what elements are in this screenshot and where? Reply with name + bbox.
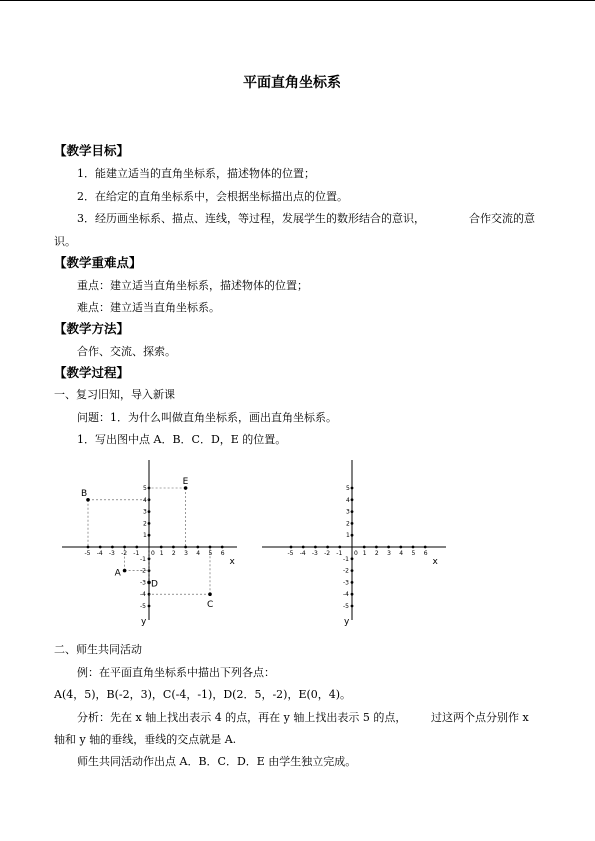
goal-item-3-end: 识。 [54,235,76,248]
y-tick-label: 4 [143,496,147,504]
plot-point [208,592,212,596]
y-tick-dot [351,510,354,513]
x-tick-label: -3 [108,550,115,557]
y-tick-label: -5 [343,603,349,610]
origin-label: 0 [354,550,358,557]
x-tick-label: 4 [196,550,201,557]
x-tick-label: -1 [133,550,140,557]
x-tick-dot [172,546,175,549]
y-tick-dot [351,487,354,490]
x-axis-label: x [432,557,438,567]
y-tick-label: 1 [346,532,350,540]
analysis-text-end: 轴和 y 轴的垂线，垂线的交点就是 A. [54,733,237,746]
x-tick-dot [196,546,199,549]
y-tick-dot [351,593,354,596]
y-tick-dot [351,522,354,525]
x-tick-dot [326,546,329,549]
x-tick-dot [99,546,102,549]
x-tick-label: 6 [220,550,225,557]
x-tick-dot [290,546,293,549]
x-tick-dot [363,546,366,549]
x-axis-label: x [229,557,235,567]
x-tick-dot [424,546,427,549]
coordinate-plane-right [262,460,446,627]
x-tick-label: 3 [184,550,188,557]
x-tick-dot [387,546,390,549]
origin-label: 0 [151,550,155,557]
activity-heading: 二、师生共同活动 [54,643,142,656]
y-tick-dot [148,605,151,608]
page-title: 平面直角坐标系 [243,75,341,91]
point-label-d: D [151,579,158,590]
x-tick-label: 5 [208,550,213,557]
x-tick-label: 6 [423,550,428,557]
key-point-difficulty: 难点：建立适当直角坐标系。 [77,301,220,314]
x-tick-dot [135,546,138,549]
x-tick-dot [302,546,305,549]
y-axis-label: y [141,617,147,627]
section-heading-process: 【教学过程】 [54,365,130,380]
y-tick-label: -3 [343,579,349,587]
y-tick-dot [148,534,151,537]
point-label-c: C [207,600,214,611]
x-tick-label: 2 [374,550,379,557]
y-tick-label: 3 [346,508,350,516]
x-tick-dot [160,546,163,549]
x-tick-label: 1 [362,550,367,557]
x-tick-dot [111,546,114,549]
analysis-text: 分析：先在 x 轴上找出表示 4 的点，再在 y 轴上找出表示 5 的点， [77,711,407,724]
goal-item-3-cont: 合作交流的意 [469,212,535,225]
x-tick-dot [412,546,415,549]
y-tick-label: -3 [140,579,146,587]
x-tick-dot [338,546,341,549]
y-tick-label: 2 [143,520,147,528]
y-tick-label: 2 [346,520,350,528]
x-tick-label: -4 [96,550,103,557]
x-tick-dot [399,546,402,549]
y-tick-label: -1 [343,555,349,563]
coordinate-plane-left [62,460,237,627]
y-tick-label: 4 [346,496,350,504]
x-tick-label: -5 [84,550,91,557]
x-tick-dot [221,546,224,549]
process-task: 1．写出图中点 A．B．C．D，E 的位置。 [77,433,287,446]
x-tick-label: 2 [171,550,176,557]
x-tick-label: -2 [121,550,128,557]
y-tick-dot [351,557,354,560]
x-tick-label: -1 [336,550,343,557]
x-tick-label: 1 [159,550,164,557]
x-tick-label: 5 [411,550,416,557]
x-tick-label: -5 [287,550,294,557]
point-label-a: A [114,568,121,579]
y-tick-label: -4 [140,591,146,599]
process-step-1: 一、复习旧知，导入新课 [54,388,175,401]
y-tick-dot [351,605,354,608]
y-axis-label: y [344,617,350,627]
analysis-text-cont: 过这两个点分别作 x [431,711,529,724]
y-tick-dot [351,569,354,572]
activity-instruction: 师生共同活动作出点 A．B．C．D．E 由学生独立完成。 [77,755,357,768]
example-points: A(4，5)，B(-2，3)，C(-4，-1)，D(2．5，-2)，E(0，4)。 [54,688,352,701]
y-tick-label: -4 [343,591,349,599]
section-heading-goals: 【教学目标】 [54,143,130,158]
y-tick-label: -1 [140,555,146,563]
x-tick-label: 3 [387,550,391,557]
plot-point [123,569,127,573]
example-text: 例：在平面直角坐标系中描出下列各点： [77,666,275,679]
x-tick-label: -2 [324,550,331,557]
y-tick-dot [148,510,151,513]
y-tick-label: -2 [140,567,146,575]
x-tick-dot [375,546,378,549]
x-tick-label: 4 [399,550,404,557]
y-tick-dot [351,498,354,501]
y-tick-dot [351,534,354,537]
y-tick-dot [148,522,151,525]
point-label-e: E [182,477,189,487]
section-heading-method: 【教学方法】 [54,321,130,336]
x-tick-label: -3 [311,550,318,557]
y-tick-label: 5 [346,485,350,492]
y-tick-label: -2 [343,567,349,575]
x-tick-label: -4 [299,550,306,557]
y-tick-label: 5 [143,485,147,492]
process-question: 问题：1．为什么叫做直角坐标系，画出直角坐标系。 [77,411,337,424]
goal-item-3: 3．经历画坐标系、描点、连线，等过程，发展学生的数形结合的意识， [77,212,425,225]
goal-item-1: 1．能建立适当的直角坐标系，描述物体的位置； [77,167,315,180]
section-heading-key-points: 【教学重难点】 [54,255,142,270]
goal-item-2: 2．在给定的直角坐标系中，会根据坐标描出点的位置。 [77,190,348,203]
y-tick-dot [351,581,354,584]
y-tick-label: 3 [143,508,147,516]
method-text: 合作、交流、探索。 [77,345,176,358]
x-tick-dot [314,546,317,549]
key-point-focus: 重点：建立适当直角坐标系，描述物体的位置； [77,279,308,292]
y-tick-label: -5 [140,603,146,610]
point-label-b: B [81,488,88,499]
y-tick-label: 1 [143,532,147,540]
